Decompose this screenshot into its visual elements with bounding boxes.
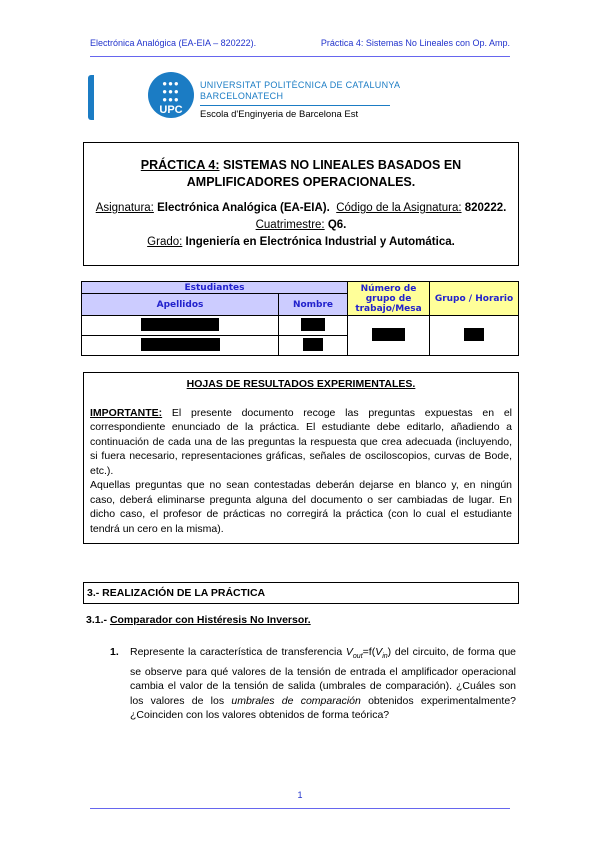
- university-name: UNIVERSITAT POLITÈCNICA DE CATALUNYA BARCELONATECH Escola d'Enginyeria de Barcelona Est: [200, 80, 401, 120]
- header-left: Electrónica Analógica (EA-EIA – 820222).: [90, 38, 257, 48]
- page-number: 1: [297, 790, 303, 800]
- title-box: PRÁCTICA 4: SISTEMAS NO LINEALES BASADOS EN AMPLIFICADORES OPERACIONALES. Asignatura: Electrónica Analógica (EA-EIA). Código de la Asignatura: 820222. Cuatrimestre: Q6. Grado: Ingeniería en Electrónica Industrial y Automática.: [83, 142, 519, 266]
- section-heading: 3.- REALIZACIÓN DE LA PRÁCTICA: [83, 582, 519, 604]
- upc-logo: ●●● ●●● ●●● UPC: [148, 72, 194, 118]
- question-1: 1. Represente la característica de transferencia $V_{out}=f(V_{in})$ del circuito, de forma que se observe para qué valores de la tensión de entrada el amplificador operacional cambia el valor de la tensión de salida (umbrales de comparación). ¿Cuáles son los valores de los umbrales de comparación obtenidos experimentalmente? ¿Coinciden con los valores obtenidos de forma teórica?: [110, 646, 516, 722]
- practice-title: PRÁCTICA 4: SISTEMAS NO LINEALES BASADOS EN AMPLIFICADORES OPERACIONALES.: [140, 158, 462, 189]
- footer-rule: [90, 808, 510, 809]
- header-rule: [90, 56, 510, 57]
- header-right: Práctica 4: Sistemas No Lineales con Op. Amp.: [320, 38, 510, 48]
- redacted-name: [279, 316, 348, 336]
- students-table: Estudiantes Número de grupo de trabajo/Mesa Grupo / Horario Apellidos Nombre: [81, 281, 519, 356]
- subsection-heading: 3.1.- Comparador con Histéresis No Inversor.: [86, 614, 311, 626]
- redacted-surname: [82, 316, 279, 336]
- redacted-group: [430, 316, 519, 356]
- results-box: HOJAS DE RESULTADOS EXPERIMENTALES. IMPORTANTE: El presente documento recoge las preguntas expuestas en el correspondiente enunciado de la práctica. El estudiante debe editarlo, añadiendo a continuación de cada una de las preguntas la respuesta que crea adecuada (incluyendo, si fuera necesario, representaciones gráficas, señales de osciloscopios, curvas de Bode, etc.). Aquellas preguntas que no sean contestadas deberán dejarse en blanco y, en ningún caso, deberá eliminarse pregunta alguna del documento o ser cambiadas de lugar. En dicho caso, el profesor de prácticas no corregirá la práctica (con lo cual el estudiante tendrá un cero en la misma).: [83, 372, 519, 544]
- redacted-group-number: [348, 316, 430, 356]
- school-logo: [88, 75, 128, 120]
